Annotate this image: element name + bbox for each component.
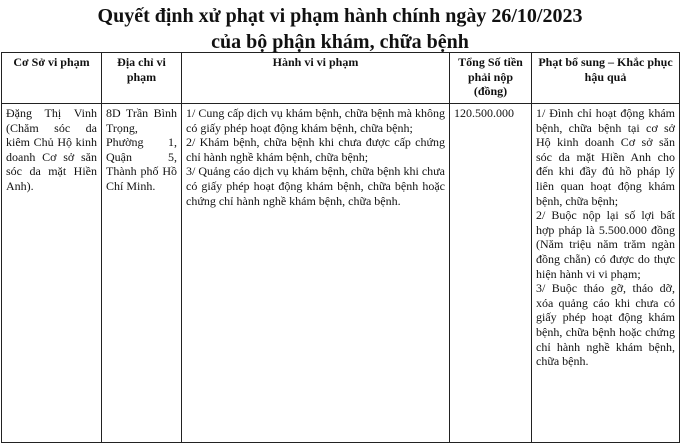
remedy-item-2: 2/ Buộc nộp lại số lợi bất hợp pháp là 5.500.000 đồng (Năm triệu năm trăm ngàn đồng chẵn) có được do thực hiện hành vi vi phạm; bbox=[536, 208, 675, 281]
cell-address bbox=[102, 104, 182, 443]
header-remedies: Phạt bổ sung – Khắc phục hậu quả bbox=[532, 53, 680, 104]
facility-text: Đặng Thị Vinh (Chăm sóc da kiêm Chủ Hộ kinh doanh Cơ sở săn sóc da mặt Hiền Anh). bbox=[6, 106, 97, 193]
violation-item-2: 2/ Khám bệnh, chữa bệnh khi chưa được cấp chứng chỉ hành nghề khám bệnh, chữa bệnh; bbox=[186, 135, 445, 164]
violation-table bbox=[1, 52, 680, 443]
remedy-item-1: 1/ Đình chỉ hoạt động khám bệnh, chữa bệnh tại cơ sở Hộ kinh doanh Cơ sở săn sóc da mặt Hiền Anh cho đến khi đầy đủ hồ pháp lý liên quan hoạt động khám bệnh, chữa bệnh; bbox=[536, 106, 675, 208]
cell-total-fine bbox=[450, 104, 532, 443]
cell-violations bbox=[182, 104, 450, 443]
total-fine-value: 120.500.000 bbox=[454, 106, 514, 120]
cell-remedies bbox=[532, 104, 680, 443]
table-header-row bbox=[2, 53, 680, 104]
header-facility: Cơ Sở vi phạm bbox=[2, 53, 102, 104]
cell-facility bbox=[2, 104, 102, 443]
remedy-item-3: 3/ Buộc tháo gỡ, tháo dỡ, xóa quảng cáo khi chưa có giấy phép hoạt động khám bệnh, chữa bệnh hoặc chứng chỉ hành nghề khám bệnh, chữa bệnh. bbox=[536, 281, 675, 369]
table-row bbox=[2, 104, 680, 443]
header-address: Địa chỉ vi phạm bbox=[102, 53, 182, 104]
header-total-fine: Tổng Số tiền phải nộp (đồng) bbox=[450, 53, 532, 104]
address-text: 8D Trần Bình Trọng, Phường 1, Quận 5, Thành phố Hồ Chí Minh. bbox=[106, 106, 177, 193]
title-line-2: của bộ phận khám, chữa bệnh bbox=[211, 31, 469, 53]
header-violations: Hành vi vi phạm bbox=[182, 53, 450, 104]
violation-item-3: 3/ Quảng cáo dịch vụ khám bệnh, chữa bệnh khi chưa có giấy phép hoạt động khám bệnh, chữa bệnh hoặc chứng chỉ hành nghề khám bệnh, chữa bệnh. bbox=[186, 164, 445, 208]
title-line-1: Quyết định xử phạt vi phạm hành chính ngày 26/10/2023 bbox=[97, 5, 583, 27]
violation-item-1: 1/ Cung cấp dịch vụ khám bệnh, chữa bệnh mà không có giấy phép hoạt động khám bệnh, chữa bệnh; bbox=[186, 106, 445, 135]
document-title bbox=[0, 0, 680, 52]
